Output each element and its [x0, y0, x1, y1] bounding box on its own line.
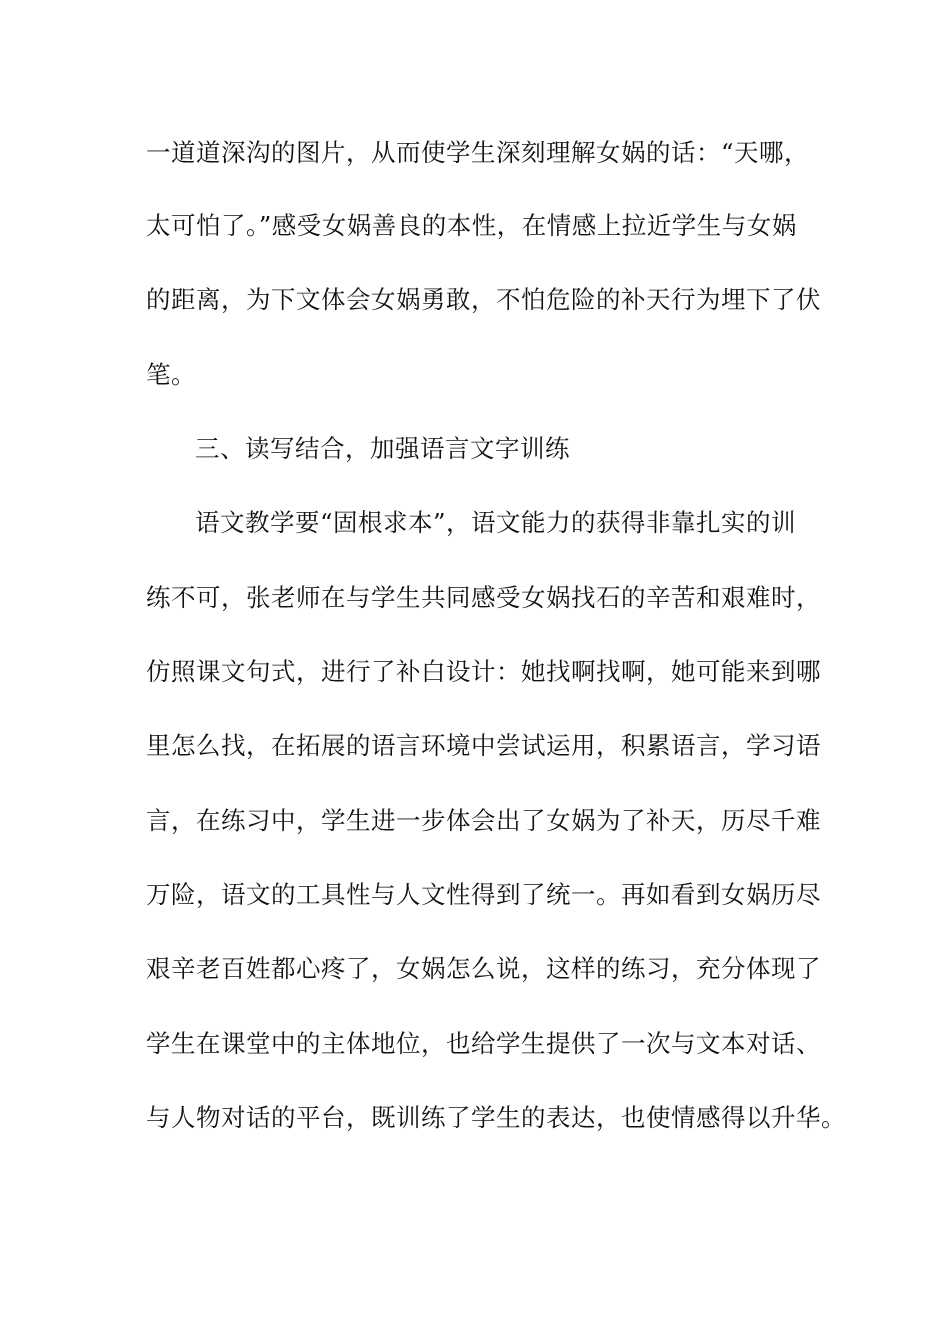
- text-line: 的距离，为下文体会女娲勇敢，不怕危险的补天行为埋下了伏: [146, 285, 821, 314]
- text-line: 言，在练习中，学生进一步体会出了女娲为了补天，历尽千难: [146, 806, 821, 835]
- text-line: 一道道深沟的图片，从而使学生深刻理解女娲的话：“天哪，: [146, 138, 810, 167]
- text-line: 与人物对话的平台，既训练了学生的表达，也使情感得以升华。: [146, 1103, 846, 1132]
- text-line: 艰辛老百姓都心疼了，女娲怎么说，这样的练习，充分体现了: [146, 954, 821, 983]
- text-line: 太可怕了。”感受女娲善良的本性，在情感上拉近学生与女娲: [146, 211, 797, 240]
- text-line: 学生在课堂中的主体地位，也给学生提供了一次与文本对话、: [146, 1029, 821, 1058]
- text-line: 里怎么找，在拓展的语言环境中尝试运用，积累语言，学习语: [146, 731, 821, 760]
- section-heading: 三、读写结合，加强语言文字训练: [195, 434, 570, 463]
- text-line: 万险，语文的工具性与人文性得到了统一。再如看到女娲历尽: [146, 880, 821, 909]
- text-line: 笔。: [146, 360, 196, 389]
- text-line: 语文教学要“固根求本”，语文能力的获得非靠扎实的训: [195, 508, 797, 537]
- text-line: 练不可，张老师在与学生共同感受女娲找石的辛苦和艰难时，: [146, 583, 821, 612]
- text-line: 仿照课文句式，进行了补白设计：她找啊找啊，她可能来到哪: [146, 657, 821, 686]
